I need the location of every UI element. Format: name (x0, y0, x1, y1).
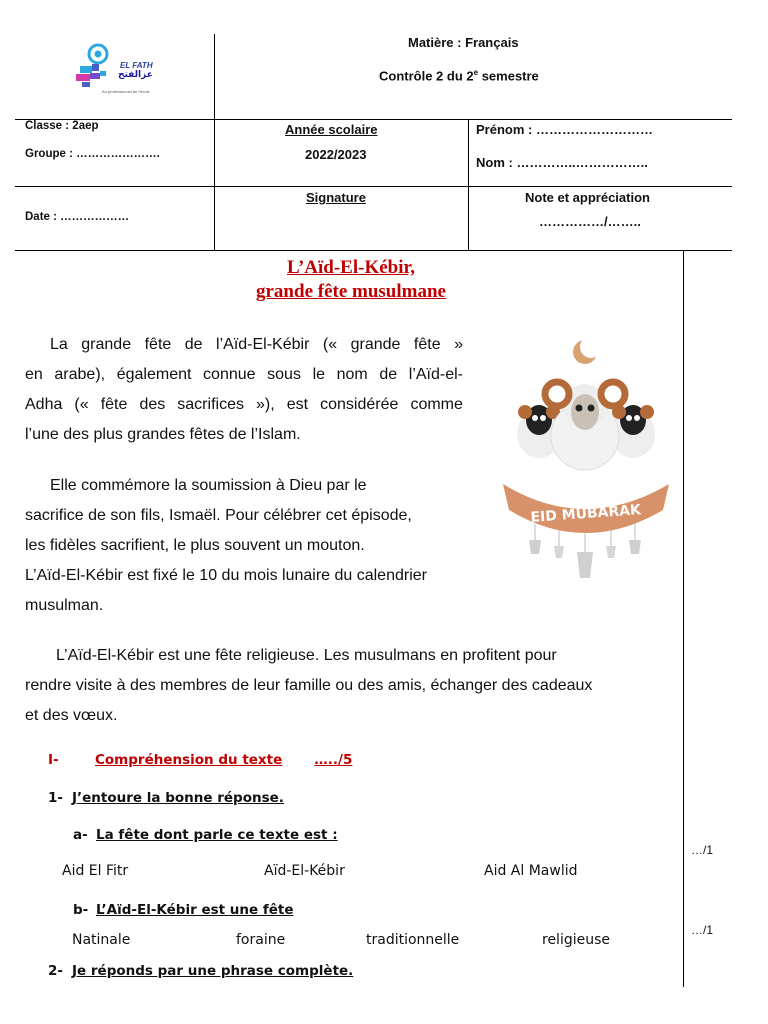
section-1-number: I- (48, 752, 59, 768)
eid-illustration (495, 334, 677, 586)
logo-arabic: عزالفتح (118, 70, 153, 80)
prenom-field[interactable]: Prénom : ……………………… (476, 122, 653, 137)
exam-label (379, 68, 539, 83)
q1-number: 1- (48, 790, 63, 806)
subject-label: Matière : Français (408, 35, 519, 50)
q2-text: Je réponds par une phrase complète. (72, 963, 354, 979)
qb-text: L’Aïd-El-Kébir est une fête (96, 902, 294, 918)
banner-text: EID MUBARAK (530, 502, 642, 526)
nom-field[interactable]: Nom : …………..…………….. (476, 155, 648, 170)
paragraph-1 (25, 330, 463, 450)
p2-line: Elle commémore la soumission à Dieu par le (50, 477, 367, 494)
p1-line: l’une des plus grandes fêtes de l’Islam. (25, 426, 301, 443)
paragraph-3 (25, 641, 665, 731)
header-vline-left (214, 34, 215, 251)
qa-text: La fête dont parle ce texte est : (96, 827, 338, 843)
p3-line: rendre visite à des membres de leur famille ou des amis, échanger des cadeaux (25, 677, 593, 694)
p3-line: L’Aïd-El-Kébir est une fête religieuse. Les musulmans en profitent pour (56, 647, 557, 664)
qa-option[interactable]: Aïd-El-Kébir (264, 863, 345, 879)
logo-name: EL FATH (120, 61, 153, 70)
text-title-line2: grande fête musulmane (256, 281, 446, 302)
qa-score: …/1 (691, 843, 714, 857)
exam-sup: e (473, 68, 479, 77)
section-1-score: …../5 (314, 752, 353, 768)
p2-line: L’Aïd-El-Kébir est fixé le 10 du mois lunaire du calendrier (25, 567, 427, 584)
school-logo (74, 40, 166, 100)
annee-label: Année scolaire (285, 122, 378, 137)
signature-label: Signature (306, 190, 366, 205)
exam-tail: semestre (478, 68, 539, 84)
qa-number: a- (73, 827, 88, 843)
exam-main: Contrôle 2 du 2 (379, 68, 474, 84)
qa-option[interactable]: Aid Al Mawlid (484, 863, 578, 879)
note-value[interactable]: ……………/…….. (539, 214, 641, 229)
date-field[interactable]: Date : ……………… (25, 211, 130, 223)
header-hline-2 (15, 186, 732, 187)
annee-value: 2022/2023 (305, 147, 367, 162)
p2-line: musulman. (25, 597, 104, 614)
p3-line: et des vœux. (25, 707, 118, 724)
qb-number: b- (73, 902, 89, 918)
section-1-title: Compréhension du texte …../5 (95, 752, 353, 768)
q2-number: 2- (48, 963, 63, 979)
classe-field: Classe : 2aep (25, 120, 99, 132)
logo-tagline: Au professionnel de l'école (102, 89, 150, 94)
paragraph-2 (25, 471, 480, 621)
header-hline-3 (15, 250, 732, 251)
qb-option[interactable]: foraine (236, 932, 286, 948)
qb-score: …/1 (691, 923, 714, 937)
eid-sheep-graphic (495, 334, 677, 586)
groupe-field[interactable]: Groupe : …………………. (25, 148, 160, 160)
header-vline-mid (468, 119, 469, 251)
qb-option[interactable]: Natinale (72, 932, 131, 948)
header-hline-1 (15, 119, 732, 120)
margin-vline (683, 251, 684, 987)
note-label: Note et appréciation (525, 190, 650, 205)
p2-line: les fidèles sacrifient, le plus souvent un mouton. (25, 537, 365, 554)
text-title-line1: L’Aïd-El-Kébir, (287, 257, 415, 278)
p1-line: en arabe), également connue sous le nom de l’Aïd-el- (25, 366, 463, 383)
qb-option[interactable]: religieuse (542, 932, 611, 948)
p2-line: sacrifice de son fils, Ismaël. Pour célébrer cet épisode, (25, 507, 412, 524)
qb-option[interactable]: traditionnelle (366, 932, 460, 948)
q1-text: J’entoure la bonne réponse. (72, 790, 284, 806)
p1-line: La grande fête de l’Aïd-El-Kébir (« grande fête » (50, 336, 463, 353)
p1-line: Adha (« fête des sacrifices »), est considérée comme (25, 396, 463, 413)
qa-option[interactable]: Aid El Fitr (62, 863, 129, 879)
